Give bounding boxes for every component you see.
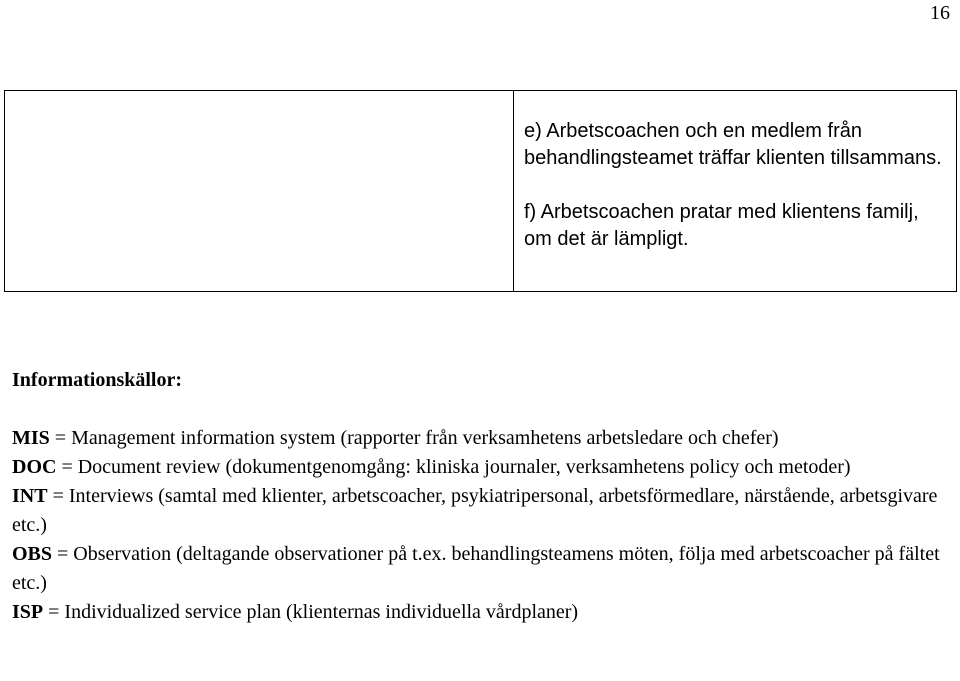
table-column-divider [513,91,514,291]
source-item-int [12,482,952,540]
source-abbr: DOC [12,456,57,478]
source-description: = Management information system (rapporter från verksamhetens arbetsledare och chefer) [49,427,779,449]
source-abbr: ISP [12,601,44,623]
table-cell-right [524,118,944,253]
table-item-f: f) Arbetscoachen pratar med klientens familj, om det är lämpligt. [524,201,919,250]
sources-heading: Informationskällor: [12,369,182,391]
source-abbr: MIS [12,427,50,449]
fidelity-table [4,90,957,292]
table-item-e: e) Arbetscoachen och en medlem från behandlingsteamet träffar klienten tillsammans. [524,120,942,169]
source-abbr: OBS [12,543,53,565]
source-description: = Document review (dokumentgenomgång: kliniska journaler, verksamhetens policy och metoder) [56,456,851,478]
source-item-isp [12,598,952,627]
source-item-doc [12,453,952,482]
source-description: = Individualized service plan (klienternas individuella vårdplaner) [43,601,579,623]
source-abbr: INT [12,485,48,507]
source-description: = Interviews (samtal med klienter, arbetscoacher, psykiatripersonal, arbetsförmedlare, närstående, arbetsgivare etc.) [12,485,938,536]
page-number: 16 [930,2,950,24]
information-sources [12,366,952,627]
source-description: = Observation (deltagande observationer på t.ex. behandlingsteamens möten, följa med arbetscoacher på fältet etc.) [12,543,940,594]
source-item-obs [12,540,952,598]
source-item-mis [12,424,952,453]
